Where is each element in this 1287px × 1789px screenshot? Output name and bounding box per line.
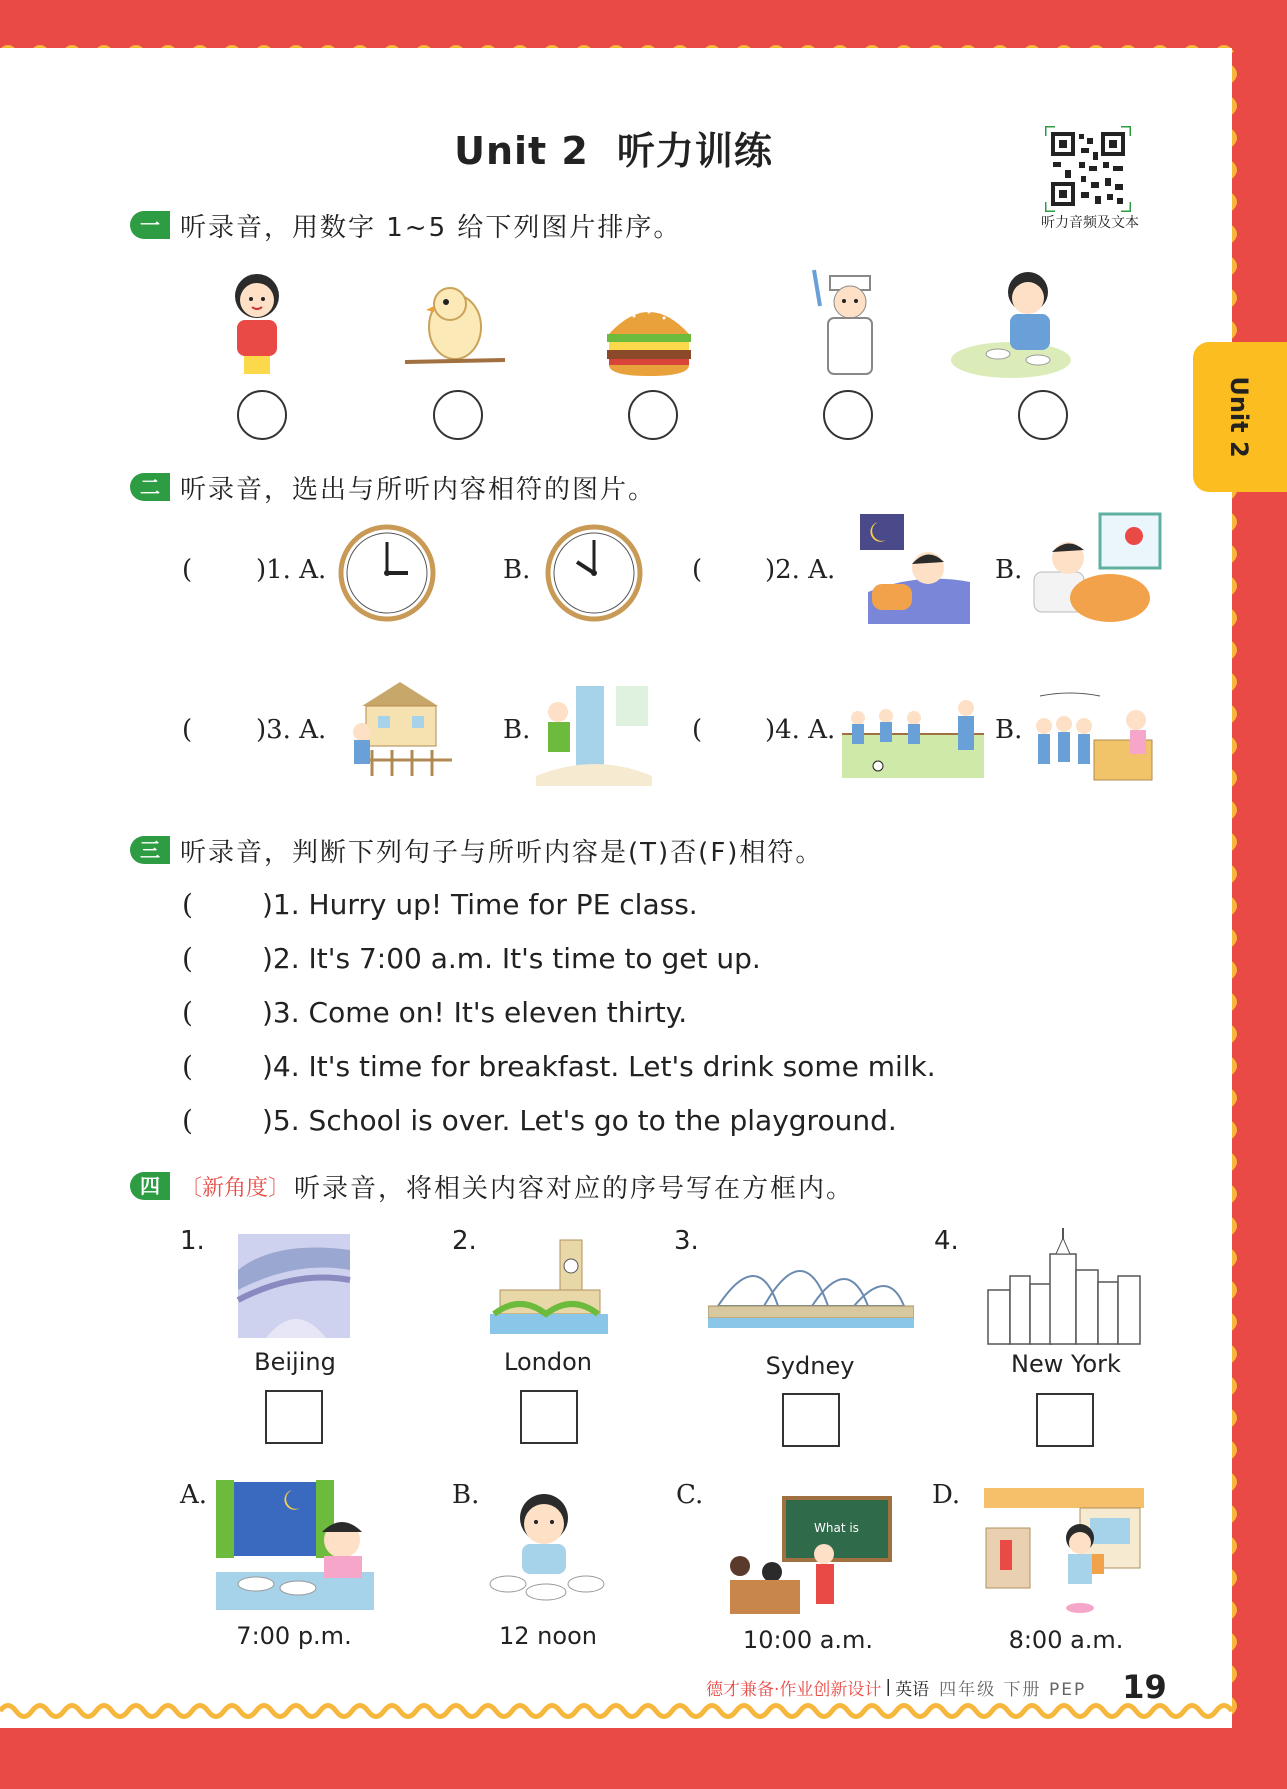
answer-paren-3-2[interactable]: ( — [182, 942, 193, 975]
section-2-instruction: 听录音，选出与所听内容相符的图片。 — [180, 474, 657, 505]
q2-4-label: )4. A. — [765, 715, 836, 745]
page-footer — [706, 1668, 1167, 1706]
section-1-heading — [130, 205, 681, 245]
tf-row-5 — [182, 1104, 897, 1137]
boy-sleeping-night-picture — [858, 512, 972, 624]
q2-3-option-b: B. — [503, 715, 531, 745]
option-time-b: 12 noon — [499, 1622, 597, 1650]
big-ben-picture — [490, 1230, 608, 1342]
order-circle-2[interactable] — [433, 390, 483, 440]
answer-paren-3-1[interactable]: ( — [182, 888, 193, 921]
section-3-heading — [130, 830, 823, 870]
section-1-instruction: 听录音，用数字 1~5 给下列图片排序。 — [180, 212, 682, 243]
answer-box-1[interactable] — [265, 1390, 323, 1444]
classroom-picture — [724, 1496, 894, 1616]
answer-paren-2-1[interactable]: ( — [182, 555, 193, 585]
order-circle-1[interactable] — [237, 390, 287, 440]
footer-subject: 英语 — [895, 1679, 930, 1700]
q2-2-label: )2. A. — [765, 555, 836, 585]
tf-sentence-5: )5. School is over. Let's go to the playground. — [262, 1104, 897, 1137]
q2-2-option-b: B. — [995, 555, 1023, 585]
kids-music-class-picture — [1030, 690, 1166, 786]
answer-box-4[interactable] — [1036, 1393, 1094, 1447]
new-angle-tag: 〔新角度〕 — [180, 1175, 291, 1201]
q2-3-label: )3. A. — [256, 715, 327, 745]
girl-dinner-night-picture — [216, 1480, 374, 1610]
answer-paren-3-5[interactable]: ( — [182, 1104, 193, 1137]
option-time-c: 10:00 a.m. — [742, 1626, 874, 1654]
tf-sentence-4: )4. It's time for breakfast. Let's drink some milk. — [262, 1050, 936, 1083]
option-letter-a: A. — [180, 1480, 208, 1510]
tf-sentence-3: )3. Come on! It's eleven thirty. — [262, 996, 688, 1029]
sydney-opera-house-picture — [708, 1236, 914, 1330]
section-2-heading — [130, 467, 656, 507]
boy-at-school-picture — [536, 682, 652, 786]
answer-box-2[interactable] — [520, 1390, 578, 1444]
section-3-badge: 三 — [130, 836, 170, 864]
answer-paren-2-4[interactable]: ( — [692, 715, 703, 745]
option-time-d: 8:00 a.m. — [1008, 1626, 1124, 1654]
clock-10-oclock-picture — [545, 524, 643, 622]
footer-info: 四年级 下册 PEP — [939, 1679, 1087, 1700]
tf-sentence-2: )2. It's 7:00 a.m. It's time to get up. — [262, 942, 761, 975]
tf-row-2 — [182, 942, 761, 975]
nurse-picture — [800, 266, 892, 380]
section-1-badge: 一 — [130, 211, 170, 239]
footer-divider: | — [885, 1677, 892, 1697]
new-york-skyline-picture — [984, 1228, 1144, 1346]
side-tab-label: Unit 2 — [1225, 376, 1253, 458]
page-number: 19 — [1122, 1668, 1167, 1706]
order-circle-4[interactable] — [823, 390, 873, 440]
section-3-instruction: 听录音，判断下列句子与所听内容是(T)否(F)相符。 — [180, 837, 824, 868]
qr-caption: 听力音频及文本 — [1041, 215, 1139, 231]
unit-label: Unit 2 — [454, 129, 589, 173]
q2-4-option-b: B. — [995, 715, 1023, 745]
city-name-sydney: Sydney — [765, 1352, 855, 1380]
city-name-new-york: New York — [1011, 1350, 1121, 1378]
city-number-2: 2. — [452, 1226, 477, 1256]
kids-playing-football-picture — [842, 694, 984, 778]
city-name-beijing: Beijing — [254, 1348, 336, 1376]
city-number-1: 1. — [180, 1226, 205, 1256]
boy-going-home-picture — [342, 676, 458, 786]
section-4-instruction: 听录音，将相关内容对应的序号写在方框内。 — [294, 1173, 855, 1204]
footer-brand: 德才兼备·作业创新设计 — [706, 1679, 882, 1700]
option-letter-c: C. — [676, 1480, 704, 1510]
chalkboard-text: What is — [814, 1521, 859, 1535]
side-unit-tab — [1193, 342, 1287, 492]
order-circle-3[interactable] — [628, 390, 678, 440]
section-4-heading — [130, 1166, 854, 1206]
tf-sentence-1: )1. Hurry up! Time for PE class. — [262, 888, 698, 921]
clock-3-oclock-picture — [338, 524, 436, 622]
hamburger-picture — [604, 296, 694, 378]
q2-1-label: )1. A. — [256, 555, 327, 585]
tf-row-4 — [182, 1050, 936, 1083]
tf-row-3 — [182, 996, 687, 1029]
qr-code-icon[interactable] — [1045, 126, 1131, 212]
answer-paren-3-4[interactable]: ( — [182, 1050, 193, 1083]
answer-paren-2-2[interactable]: ( — [692, 555, 703, 585]
option-time-a: 7:00 p.m. — [236, 1622, 352, 1650]
option-letter-d: D. — [932, 1480, 961, 1510]
answer-box-3[interactable] — [782, 1393, 840, 1447]
order-circle-5[interactable] — [1018, 390, 1068, 440]
boy-going-to-school-picture — [984, 1488, 1144, 1616]
option-letter-b: B. — [452, 1480, 480, 1510]
great-wall-picture — [236, 1230, 352, 1342]
answer-paren-3-3[interactable]: ( — [182, 996, 193, 1029]
city-name-london: London — [504, 1348, 592, 1376]
title-name: 听力训练 — [616, 129, 773, 173]
answer-paren-2-3[interactable]: ( — [182, 715, 193, 745]
tf-row-1 — [182, 888, 698, 921]
q2-1-option-b: B. — [503, 555, 531, 585]
section-2-badge: 二 — [130, 473, 170, 501]
boy-waking-morning-picture — [1030, 512, 1166, 626]
city-number-3: 3. — [674, 1226, 699, 1256]
girl-lunch-noon-picture — [486, 1488, 606, 1612]
section-4-badge: 四 — [130, 1172, 170, 1200]
bird-picture — [400, 272, 510, 380]
boy-eating-picture — [948, 268, 1074, 380]
city-number-4: 4. — [934, 1226, 959, 1256]
girl-picture — [222, 268, 292, 380]
